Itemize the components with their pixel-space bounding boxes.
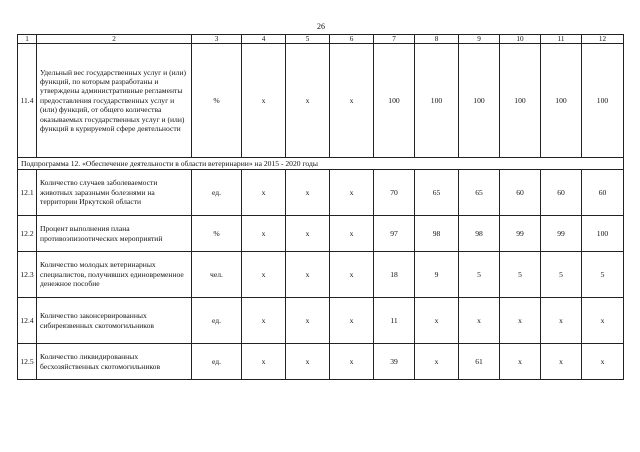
row-number: 12.4 (18, 298, 37, 344)
value-cell: х (286, 170, 330, 216)
value-cell: х (330, 44, 374, 158)
value-cell: 11 (374, 298, 415, 344)
column-number: 4 (242, 35, 286, 44)
row-unit: % (192, 44, 242, 158)
value-cell: 65 (459, 170, 500, 216)
value-cell: х (286, 216, 330, 252)
table-row (18, 170, 624, 216)
value-cell: 61 (459, 344, 500, 380)
column-number: 2 (37, 35, 192, 44)
row-number: 12.2 (18, 216, 37, 252)
table-row (18, 298, 624, 344)
row-number: 12.5 (18, 344, 37, 380)
row-description: Процент выполнения плана противоэпизоотических мероприятий (37, 216, 192, 252)
value-cell: 97 (374, 216, 415, 252)
value-cell: х (286, 344, 330, 380)
subprogram-title: Подпрограмма 12. «Обеспечение деятельности в области ветеринарии» на 2015 - 2020 годы (18, 158, 624, 170)
value-cell: 100 (374, 44, 415, 158)
value-cell: х (242, 252, 286, 298)
value-cell: 18 (374, 252, 415, 298)
value-cell: х (242, 216, 286, 252)
value-cell: 60 (582, 170, 624, 216)
value-cell: х (582, 298, 624, 344)
column-number: 10 (500, 35, 541, 44)
value-cell: 98 (459, 216, 500, 252)
page-number: 26 (317, 22, 325, 31)
value-cell: х (415, 344, 459, 380)
row-description: Количество законсервированных сибиреязвенных скотомогильников (37, 298, 192, 344)
row-number: 11.4 (18, 44, 37, 158)
value-cell: 100 (541, 44, 582, 158)
value-cell: х (330, 216, 374, 252)
column-number: 5 (286, 35, 330, 44)
table-row (18, 216, 624, 252)
value-cell: 70 (374, 170, 415, 216)
value-cell: 99 (541, 216, 582, 252)
row-number: 12.3 (18, 252, 37, 298)
subprogram-row (18, 158, 624, 170)
value-cell: х (242, 170, 286, 216)
row-unit: ед. (192, 170, 242, 216)
value-cell: х (242, 298, 286, 344)
value-cell: х (541, 344, 582, 380)
value-cell: 100 (415, 44, 459, 158)
value-cell: х (330, 344, 374, 380)
column-number: 12 (582, 35, 624, 44)
row-unit: ед. (192, 298, 242, 344)
value-cell: х (286, 252, 330, 298)
row-unit: % (192, 216, 242, 252)
column-number: 1 (18, 35, 37, 44)
value-cell: 100 (582, 44, 624, 158)
column-number: 3 (192, 35, 242, 44)
table-row (18, 252, 624, 298)
value-cell: х (330, 170, 374, 216)
value-cell: х (415, 298, 459, 344)
value-cell: х (242, 344, 286, 380)
value-cell: 100 (500, 44, 541, 158)
row-description: Удельный вес государственных услуг и (или) функций, по которым разработаны и утверждены административные регламенты предоставления государственных услуг и (или) функций, от общего количества оказываемых государственных услуг и (или) функций в курируемой сфере деятельности (37, 44, 192, 158)
value-cell: х (541, 298, 582, 344)
column-number-row (18, 35, 624, 44)
value-cell: х (242, 44, 286, 158)
row-unit: ед. (192, 344, 242, 380)
value-cell: 5 (459, 252, 500, 298)
value-cell: х (500, 298, 541, 344)
value-cell: 5 (500, 252, 541, 298)
indicators-table (17, 34, 624, 380)
value-cell: х (582, 344, 624, 380)
value-cell: х (330, 298, 374, 344)
value-cell: 98 (415, 216, 459, 252)
value-cell: 60 (500, 170, 541, 216)
value-cell: 5 (541, 252, 582, 298)
column-number: 9 (459, 35, 500, 44)
value-cell: х (500, 344, 541, 380)
value-cell: 60 (541, 170, 582, 216)
value-cell: 100 (582, 216, 624, 252)
column-number: 11 (541, 35, 582, 44)
column-number: 7 (374, 35, 415, 44)
value-cell: 100 (459, 44, 500, 158)
value-cell: 5 (582, 252, 624, 298)
row-number: 12.1 (18, 170, 37, 216)
value-cell: 9 (415, 252, 459, 298)
value-cell: 65 (415, 170, 459, 216)
table-row (18, 344, 624, 380)
table-row (18, 44, 624, 158)
column-number: 6 (330, 35, 374, 44)
value-cell: х (459, 298, 500, 344)
value-cell: х (286, 298, 330, 344)
value-cell: х (286, 44, 330, 158)
column-number: 8 (415, 35, 459, 44)
row-unit: чел. (192, 252, 242, 298)
row-description: Количество ликвидированных бесхозяйственных скотомогильников (37, 344, 192, 380)
row-description: Количество случаев заболеваемости животных заразными болезнями на территории Иркутской области (37, 170, 192, 216)
value-cell: 99 (500, 216, 541, 252)
value-cell: 39 (374, 344, 415, 380)
row-description: Количество молодых ветеринарных специалистов, получивших единовременное денежное пособие (37, 252, 192, 298)
value-cell: х (330, 252, 374, 298)
